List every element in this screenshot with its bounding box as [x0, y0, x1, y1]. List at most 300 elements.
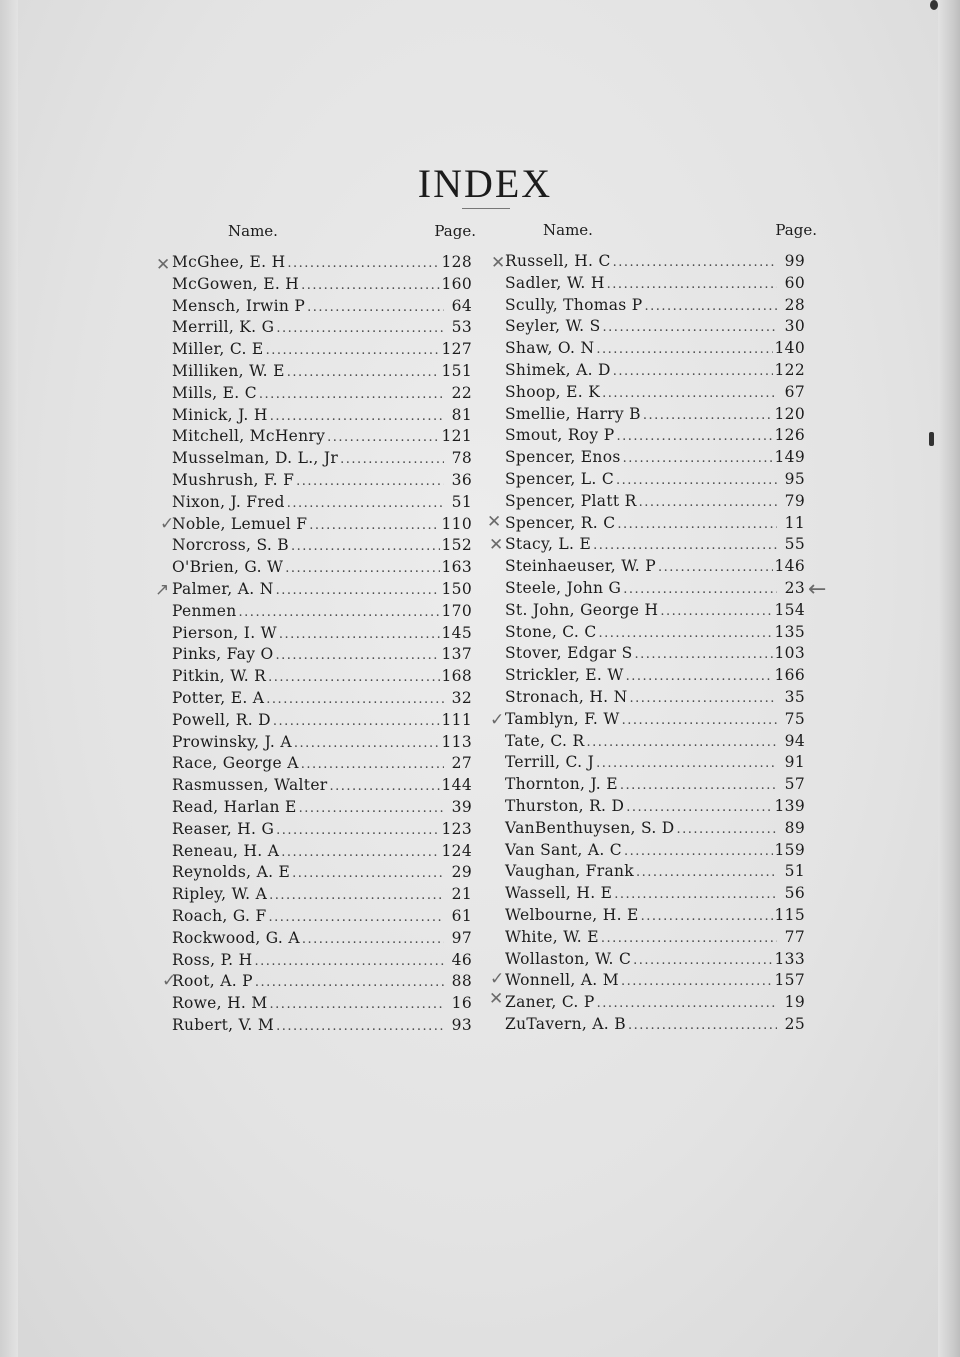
x-pencil-mark-icon: ✕	[491, 253, 506, 273]
name-header: Name.	[543, 221, 593, 239]
dot-leader	[309, 518, 439, 533]
entry-page: 133	[774, 949, 805, 968]
index-entry	[505, 950, 805, 972]
index-column-left	[172, 222, 476, 1038]
entry-name: Reynolds, A. E	[172, 863, 291, 882]
index-entry	[505, 775, 805, 797]
entry-name: Rowe, H. M	[172, 994, 268, 1013]
entry-page: 94	[784, 731, 805, 750]
dot-leader	[285, 561, 439, 576]
dot-leader	[299, 801, 444, 816]
entry-name: Mushrush, F. F	[172, 470, 295, 489]
entry-page: 111	[441, 710, 472, 729]
column-header	[172, 222, 476, 242]
title-rule	[462, 208, 510, 209]
index-entry	[172, 275, 472, 297]
dot-leader	[616, 473, 777, 488]
entry-page: 16	[451, 994, 472, 1013]
index-entry	[505, 644, 805, 666]
index-entry	[505, 361, 805, 383]
index-entry	[172, 863, 472, 885]
index-entry	[505, 819, 805, 841]
entry-page: 154	[774, 600, 805, 619]
index-entry	[172, 297, 472, 319]
dot-leader	[677, 822, 777, 837]
index-entry	[505, 579, 805, 601]
entry-name: Smout, Roy P	[505, 426, 615, 445]
dot-leader	[613, 255, 777, 270]
dot-leader	[269, 888, 444, 903]
x-pencil-mark-icon: ✓	[162, 971, 177, 991]
dot-leader	[266, 692, 444, 707]
dot-leader	[620, 778, 777, 793]
index-entry	[505, 339, 805, 361]
entry-page: 99	[784, 252, 805, 270]
dot-leader	[613, 364, 773, 379]
dot-leader	[294, 736, 440, 751]
entry-page: 56	[784, 884, 805, 903]
index-entry	[505, 623, 805, 645]
dot-leader	[327, 430, 439, 445]
entry-name: McGowen, E. H	[172, 274, 300, 293]
dot-leader	[603, 320, 777, 335]
entry-page: 145	[441, 623, 472, 642]
dot-leader	[296, 474, 444, 489]
entry-page: 88	[451, 972, 472, 991]
entry-page: 137	[441, 645, 472, 664]
index-entry	[172, 493, 472, 515]
entry-page: 27	[451, 754, 472, 773]
dot-leader	[287, 365, 440, 380]
entry-page: 121	[441, 427, 472, 446]
dot-leader	[628, 1018, 777, 1033]
dot-leader	[623, 582, 777, 597]
x-pencil-mark-icon: ✕	[156, 255, 171, 275]
entry-name: Palmer, A. N	[172, 579, 274, 598]
entry-page: 55	[784, 535, 805, 554]
entry-name: Mills, E. C	[172, 383, 257, 402]
entry-name: Spencer, L. C	[505, 469, 615, 488]
entry-page: 19	[784, 993, 805, 1012]
index-entry	[505, 928, 805, 950]
index-entry	[172, 536, 472, 558]
dot-leader	[301, 278, 439, 293]
entry-page: 170	[441, 601, 472, 620]
dot-leader	[279, 627, 440, 642]
dot-leader	[614, 887, 777, 902]
entry-name: White, W. E	[505, 927, 599, 946]
index-entry	[505, 601, 805, 623]
entry-list	[505, 252, 805, 1037]
entry-name: Minick, J. H	[172, 405, 268, 424]
entry-name: Nixon, J. Fred	[172, 492, 285, 511]
dot-leader	[340, 452, 444, 467]
entry-name: Mensch, Irwin P	[172, 296, 306, 315]
index-entry	[505, 317, 805, 339]
entry-page: 61	[451, 906, 472, 925]
entry-name: Norcross, S. B	[172, 536, 289, 555]
entry-page: 140	[774, 339, 805, 358]
index-entry	[172, 384, 472, 406]
dot-leader	[281, 845, 439, 860]
index-entry	[172, 885, 472, 907]
entry-page: 36	[451, 470, 472, 489]
dot-leader	[586, 735, 777, 750]
entry-page: 168	[441, 667, 472, 686]
entry-page: 159	[774, 840, 805, 859]
entry-page: 39	[451, 797, 472, 816]
index-entry	[505, 710, 805, 732]
entry-page: 135	[774, 622, 805, 641]
entry-name: Rubert, V. M	[172, 1015, 275, 1034]
entry-name: Spencer, Platt R	[505, 491, 637, 510]
index-entry	[172, 318, 472, 340]
entry-page: 21	[451, 885, 472, 904]
entry-name: Penmen	[172, 601, 237, 620]
index-entry	[172, 645, 472, 667]
index-entry	[172, 689, 472, 711]
index-entry	[172, 667, 472, 689]
dot-leader	[273, 714, 440, 729]
index-entry	[505, 470, 805, 492]
index-entry	[172, 820, 472, 842]
x-pencil-mark-icon: ✕	[489, 535, 504, 555]
index-entry	[172, 362, 472, 384]
dot-leader	[602, 386, 777, 401]
index-entry	[505, 666, 805, 688]
index-entry	[505, 252, 805, 274]
index-entry	[505, 906, 805, 928]
x-pencil-mark-icon: ↗	[155, 580, 170, 600]
entry-page: 78	[451, 449, 472, 468]
dot-leader	[239, 605, 440, 620]
index-entry	[172, 471, 472, 493]
entry-page: 30	[784, 317, 805, 336]
index-entry	[172, 427, 472, 449]
index-entry	[172, 929, 472, 951]
dot-leader	[633, 953, 772, 968]
entry-name: Tamblyn, F. W	[505, 709, 620, 728]
entry-page: 110	[441, 514, 472, 533]
dot-leader	[270, 409, 444, 424]
index-entry	[172, 558, 472, 580]
entry-name: Reneau, H. A	[172, 841, 280, 860]
index-entry	[505, 535, 805, 557]
dot-leader	[601, 931, 777, 946]
index-entry	[172, 842, 472, 864]
dot-leader	[301, 757, 444, 772]
dot-leader	[639, 495, 777, 510]
entry-name: Ripley, W. A	[172, 885, 268, 904]
entry-name: Zaner, C. P	[505, 993, 595, 1012]
entry-name: Van Sant, A. C	[505, 840, 622, 859]
entry-name: Wonnell, A. M	[505, 971, 619, 990]
dot-leader	[635, 647, 773, 662]
entry-page: 95	[784, 469, 805, 488]
index-entry	[505, 732, 805, 754]
dot-leader	[287, 496, 444, 511]
index-entry	[505, 448, 805, 470]
entry-name: Shoop, E. K	[505, 382, 601, 401]
dot-leader	[597, 996, 777, 1011]
entry-name: Read, Harlan E	[172, 797, 297, 816]
entry-page: 139	[774, 796, 805, 815]
index-entry	[505, 688, 805, 710]
index-entry	[172, 1016, 472, 1038]
entry-page: 22	[451, 383, 472, 402]
entry-name: Steinhaeuser, W. P	[505, 557, 656, 576]
dot-leader	[626, 800, 772, 815]
entry-name: Steele, John G	[505, 578, 622, 597]
entry-page: 127	[441, 340, 472, 359]
entry-name: Strickler, E. W	[505, 666, 624, 685]
entry-name: Reaser, H. G	[172, 819, 275, 838]
entry-page: 29	[451, 863, 472, 882]
index-entry	[505, 492, 805, 514]
index-entry	[505, 405, 805, 427]
dot-leader	[636, 865, 777, 880]
entry-name: ZuTavern, A. B	[505, 1014, 626, 1033]
dot-leader	[623, 451, 773, 466]
index-entry	[505, 1015, 805, 1037]
dot-leader	[624, 844, 773, 859]
entry-page: 124	[441, 841, 472, 860]
index-entry	[172, 580, 472, 602]
entry-page: 32	[451, 688, 472, 707]
entry-list	[172, 253, 472, 1038]
dot-leader	[276, 583, 440, 598]
dot-leader	[658, 560, 773, 575]
entry-name: Tate, C. R	[505, 731, 585, 750]
index-entry	[172, 515, 472, 537]
entry-page: 51	[451, 492, 472, 511]
x-pencil-mark-icon: ✕	[489, 989, 504, 1009]
index-entry	[172, 253, 472, 275]
entry-name: Root, A. P	[172, 972, 253, 991]
entry-page: 75	[784, 709, 805, 728]
dot-leader	[616, 429, 772, 444]
dot-leader	[292, 866, 444, 881]
dot-leader	[269, 910, 445, 925]
entry-name: Smellie, Harry B	[505, 404, 641, 423]
dot-leader	[641, 909, 773, 924]
entry-page: 67	[784, 382, 805, 401]
page-header: Page.	[434, 222, 476, 240]
x-pencil-mark-icon: ✓	[490, 969, 505, 989]
entry-name: Wassell, H. E	[505, 884, 613, 903]
entry-name: Scully, Thomas P	[505, 295, 643, 314]
entry-name: St. John, George H	[505, 600, 659, 619]
entry-page: 53	[451, 318, 472, 337]
entry-name: Roach, G. F	[172, 906, 267, 925]
entry-page: 81	[451, 405, 472, 424]
entry-name: Rasmussen, Walter	[172, 776, 328, 795]
dot-leader	[596, 342, 772, 357]
entry-name: Race, George A	[172, 754, 299, 773]
dot-leader	[596, 756, 777, 771]
left-arrow-pencil-mark-icon: ←	[808, 577, 827, 602]
index-entry	[505, 557, 805, 579]
index-entry	[172, 972, 472, 994]
dot-leader	[644, 299, 777, 314]
index-entry	[505, 841, 805, 863]
index-entry	[172, 994, 472, 1016]
dot-leader	[622, 713, 777, 728]
entry-page: 28	[784, 295, 805, 314]
column-header	[505, 221, 817, 241]
index-entry	[505, 797, 805, 819]
entry-name: O'Brien, G. W	[172, 558, 284, 577]
dot-leader	[276, 823, 439, 838]
dot-leader	[607, 277, 777, 292]
dot-leader	[266, 343, 440, 358]
index-entry	[505, 971, 805, 993]
entry-page: 91	[784, 753, 805, 772]
entry-page: 89	[784, 818, 805, 837]
entry-name: Welbourne, H. E	[505, 905, 639, 924]
entry-page: 152	[441, 536, 472, 555]
dot-leader	[643, 408, 773, 423]
entry-name: Pitkin, W. R	[172, 667, 267, 686]
entry-name: Stover, Edgar S	[505, 644, 633, 663]
dot-leader	[254, 954, 444, 969]
dot-leader	[330, 779, 440, 794]
entry-name: VanBenthuysen, S. D	[505, 818, 675, 837]
dot-leader	[276, 1019, 444, 1034]
entry-page: 93	[451, 1015, 472, 1034]
entry-name: Thornton, J. E	[505, 775, 618, 794]
entry-name: Ross, P. H	[172, 950, 253, 969]
entry-page: 35	[784, 687, 805, 706]
dot-leader	[660, 604, 772, 619]
index-entry	[505, 884, 805, 906]
index-column-right	[505, 221, 817, 1037]
index-entry	[172, 406, 472, 428]
entry-name: Prowinsky, J. A	[172, 732, 292, 751]
entry-name: Sadler, W. H	[505, 273, 605, 292]
dot-leader	[599, 626, 773, 641]
entry-name: Spencer, R. C	[505, 513, 616, 532]
entry-name: McGhee, E. H	[172, 253, 286, 271]
page-title: INDEX	[417, 161, 553, 206]
entry-name: Wollaston, W. C	[505, 949, 632, 968]
entry-page: 77	[784, 927, 805, 946]
entry-page: 46	[451, 950, 472, 969]
index-entry	[505, 426, 805, 448]
entry-name: Pierson, I. W	[172, 623, 277, 642]
entry-page: 60	[784, 273, 805, 292]
index-entry	[505, 753, 805, 775]
dot-leader	[621, 974, 773, 989]
dot-leader	[617, 517, 777, 532]
dot-leader	[626, 669, 773, 684]
index-entry	[172, 711, 472, 733]
entry-name: Thurston, R. D	[505, 796, 625, 815]
entry-name: Potter, E. A	[172, 688, 265, 707]
dot-leader	[629, 691, 777, 706]
entry-name: Seyler, W. S	[505, 317, 601, 336]
entry-page: 97	[451, 928, 472, 947]
entry-page: 120	[774, 404, 805, 423]
entry-name: Stronach, H. N	[505, 687, 628, 706]
entry-page: 11	[784, 513, 805, 532]
entry-name: Musselman, D. L., Jr	[172, 449, 339, 468]
dot-leader	[276, 648, 440, 663]
entry-page: 103	[774, 644, 805, 663]
dot-leader	[276, 321, 444, 336]
entry-name: Noble, Lemuel F	[172, 514, 308, 533]
entry-name: Stone, C. C	[505, 622, 597, 641]
entry-name: Powell, R. D	[172, 710, 271, 729]
entry-page: 144	[441, 776, 472, 795]
entry-page: 160	[441, 274, 472, 293]
entry-page: 128	[441, 253, 472, 271]
index-entry	[172, 733, 472, 755]
entry-page: 149	[774, 448, 805, 467]
entry-name: Pinks, Fay O	[172, 645, 274, 664]
entry-page: 163	[441, 558, 472, 577]
index-entry	[172, 907, 472, 929]
entry-page: 25	[784, 1014, 805, 1033]
x-pencil-mark-icon: ✕	[487, 512, 502, 532]
index-entry	[172, 776, 472, 798]
entry-page: 150	[441, 579, 472, 598]
ink-speck	[929, 432, 934, 446]
entry-name: Milliken, W. E	[172, 361, 285, 380]
entry-name: Shaw, O. N	[505, 339, 595, 358]
entry-name: Spencer, Enos	[505, 448, 621, 467]
entry-name: Rockwood, G. A	[172, 928, 300, 947]
index-entry	[505, 383, 805, 405]
index-entry	[172, 951, 472, 973]
index-entry	[505, 993, 805, 1015]
entry-page: 123	[441, 819, 472, 838]
index-entry	[505, 862, 805, 884]
dot-leader	[302, 932, 444, 947]
dot-leader	[593, 538, 777, 553]
name-header: Name.	[228, 222, 278, 240]
page-header: Page.	[775, 221, 817, 239]
entry-page: 64	[451, 296, 472, 315]
entry-name: Mitchell, McHenry	[172, 427, 326, 446]
entry-name: Stacy, L. E	[505, 535, 592, 554]
dot-leader	[307, 300, 444, 315]
entry-page: 51	[784, 862, 805, 881]
index-entry	[172, 602, 472, 624]
index-entry	[172, 798, 472, 820]
dot-leader	[255, 975, 444, 990]
entry-name: Vaughan, Frank	[505, 862, 634, 881]
x-pencil-mark-icon: ✓	[160, 514, 175, 534]
index-entry	[505, 296, 805, 318]
dot-leader	[291, 539, 440, 554]
entry-name: Shimek, A. D	[505, 360, 611, 379]
entry-page: 23	[784, 578, 805, 597]
index-entry	[172, 340, 472, 362]
dot-leader	[287, 256, 439, 271]
entry-name: Russell, H. C	[505, 252, 611, 270]
dot-leader	[268, 670, 439, 685]
ink-speck	[930, 0, 938, 10]
entry-page: 115	[774, 905, 805, 924]
entry-name: Miller, C. E	[172, 340, 264, 359]
index-entry	[505, 514, 805, 536]
entry-page: 157	[774, 971, 805, 990]
dot-leader	[270, 997, 444, 1012]
entry-name: Terrill, C. J	[505, 753, 595, 772]
entry-page: 151	[441, 361, 472, 380]
entry-page: 113	[441, 732, 472, 751]
